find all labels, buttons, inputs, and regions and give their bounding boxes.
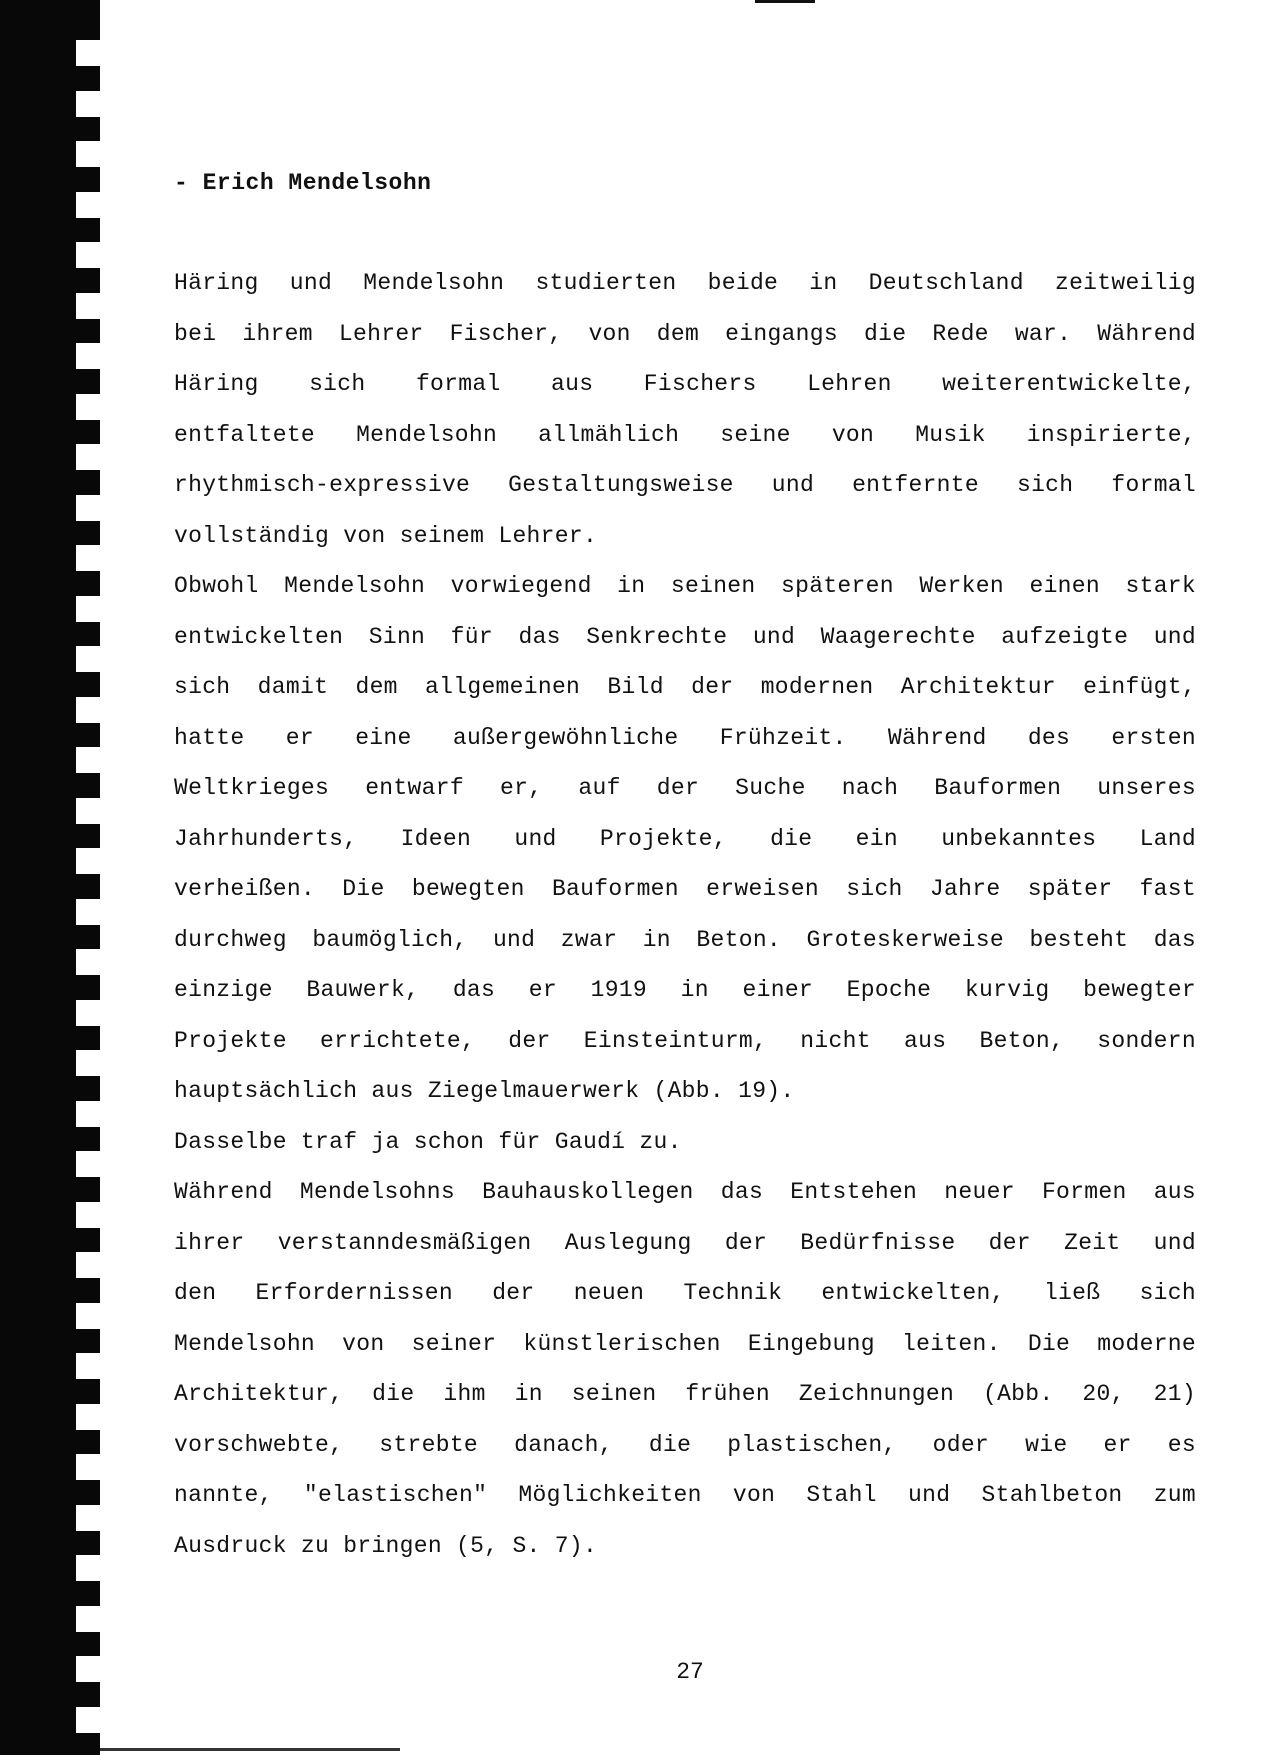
binding-notch	[76, 1151, 102, 1177]
binding-notch	[76, 697, 102, 723]
text-line: Mendelsohn von seiner künstlerischen Eingebung leiten. Die moderne	[174, 1330, 1196, 1357]
binding-notch	[76, 1505, 102, 1531]
text-line: ihrer verstanndesmäßigen Auslegung der Bedürfnisse der Zeit und	[174, 1229, 1196, 1256]
scan-artifact-bottom	[100, 1748, 400, 1751]
scan-artifact-top	[755, 0, 815, 3]
binding-notch	[76, 1252, 102, 1278]
binding-notch	[76, 1000, 102, 1026]
text-line: entfaltete Mendelsohn allmählich seine von Musik inspirierte,	[174, 421, 1196, 448]
text-line: Obwohl Mendelsohn vorwiegend in seinen späteren Werken einen stark	[174, 573, 1196, 599]
text-line: Dasselbe traf ja schon für Gaudí zu.	[174, 1128, 682, 1155]
binding-notch	[76, 192, 102, 218]
text-line: rhythmisch-expressive Gestaltungsweise und entfernte sich formal	[174, 472, 1196, 498]
text-line: verheißen. Die bewegten Bauformen erweisen sich Jahre später fast	[174, 876, 1196, 902]
binding-notch	[76, 141, 102, 167]
text-line: einzige Bauwerk, das er 1919 in einer Epoche kurvig bewegter	[174, 977, 1196, 1003]
paragraph	[174, 561, 1196, 1117]
text-line: Architektur, die ihm in seinen frühen Zeichnungen (Abb. 20, 21)	[174, 1381, 1196, 1407]
binding-notch	[76, 747, 102, 773]
section-heading: - Erich Mendelsohn	[174, 170, 432, 196]
binding-notch	[76, 1353, 102, 1379]
binding-notch	[76, 1050, 102, 1076]
binding-notch	[76, 1606, 102, 1632]
text-line: nannte, "elastischen" Möglichkeiten von Stahl und Stahlbeton zum	[174, 1482, 1196, 1508]
binding-notch	[76, 899, 102, 925]
binding-notch	[76, 1202, 102, 1228]
binding-notch	[76, 40, 102, 66]
binding-notch	[76, 596, 102, 622]
text-line: sich damit dem allgemeinen Bild der modernen Architektur einfügt,	[174, 674, 1196, 700]
binding-notch	[76, 444, 102, 470]
binding-notch	[76, 1454, 102, 1480]
text-line: entwickelten Sinn für das Senkrechte und Waagerechte aufzeigte und	[174, 623, 1196, 650]
binding-strip	[0, 0, 100, 1755]
binding-notch	[76, 545, 102, 571]
text-line: bei ihrem Lehrer Fischer, von dem eingangs die Rede war. Während	[174, 320, 1196, 347]
paragraph	[174, 258, 1196, 561]
text-line: vollständig von seinem Lehrer.	[174, 522, 598, 549]
document-body	[174, 162, 1196, 1571]
text-line: den Erfordernissen der neuen Technik entwickelten, ließ sich	[174, 1280, 1196, 1306]
paragraph	[174, 1117, 1196, 1168]
paragraph	[174, 1167, 1196, 1571]
text-line: Häring sich formal aus Fischers Lehren weiterentwickelte,	[174, 371, 1196, 397]
page-number: 27	[676, 1659, 704, 1685]
binding-notch	[76, 1555, 102, 1581]
text-line: Weltkrieges entwarf er, auf der Suche nach Bauformen unseres	[174, 775, 1196, 801]
text-line: Projekte errichtete, der Einsteinturm, nicht aus Beton, sondern	[174, 1027, 1196, 1054]
binding-notch	[76, 1656, 102, 1682]
text-line: durchweg baumöglich, und zwar in Beton. Groteskerweise besteht das	[174, 926, 1196, 953]
text-line: Ausdruck zu bringen (5, S. 7).	[174, 1532, 598, 1559]
text-line: hauptsächlich aus Ziegelmauerwerk (Abb. 19).	[174, 1078, 795, 1104]
text-line: Häring und Mendelsohn studierten beide in Deutschland zeitweilig	[174, 270, 1196, 296]
binding-notch	[76, 1101, 102, 1127]
binding-notch	[76, 394, 102, 420]
paragraphs	[174, 258, 1196, 1571]
binding-notch	[76, 91, 102, 117]
binding-notch	[76, 798, 102, 824]
binding-notch	[76, 1303, 102, 1329]
binding-notch	[76, 293, 102, 319]
binding-notch	[76, 1707, 102, 1733]
binding-notch	[76, 495, 102, 521]
binding-notch	[76, 949, 102, 975]
text-line: hatte er eine außergewöhnliche Frühzeit. Während des ersten	[174, 724, 1196, 751]
text-line: Während Mendelsohns Bauhauskollegen das Entstehen neuer Formen aus	[174, 1179, 1196, 1205]
text-line: Jahrhunderts, Ideen und Projekte, die ein unbekanntes Land	[174, 825, 1196, 852]
binding-notch	[76, 343, 102, 369]
binding-notch	[76, 242, 102, 268]
text-line: vorschwebte, strebte danach, die plastischen, oder wie er es	[174, 1431, 1196, 1458]
binding-notch	[76, 848, 102, 874]
binding-notch	[76, 646, 102, 672]
binding-notch	[76, 1404, 102, 1430]
